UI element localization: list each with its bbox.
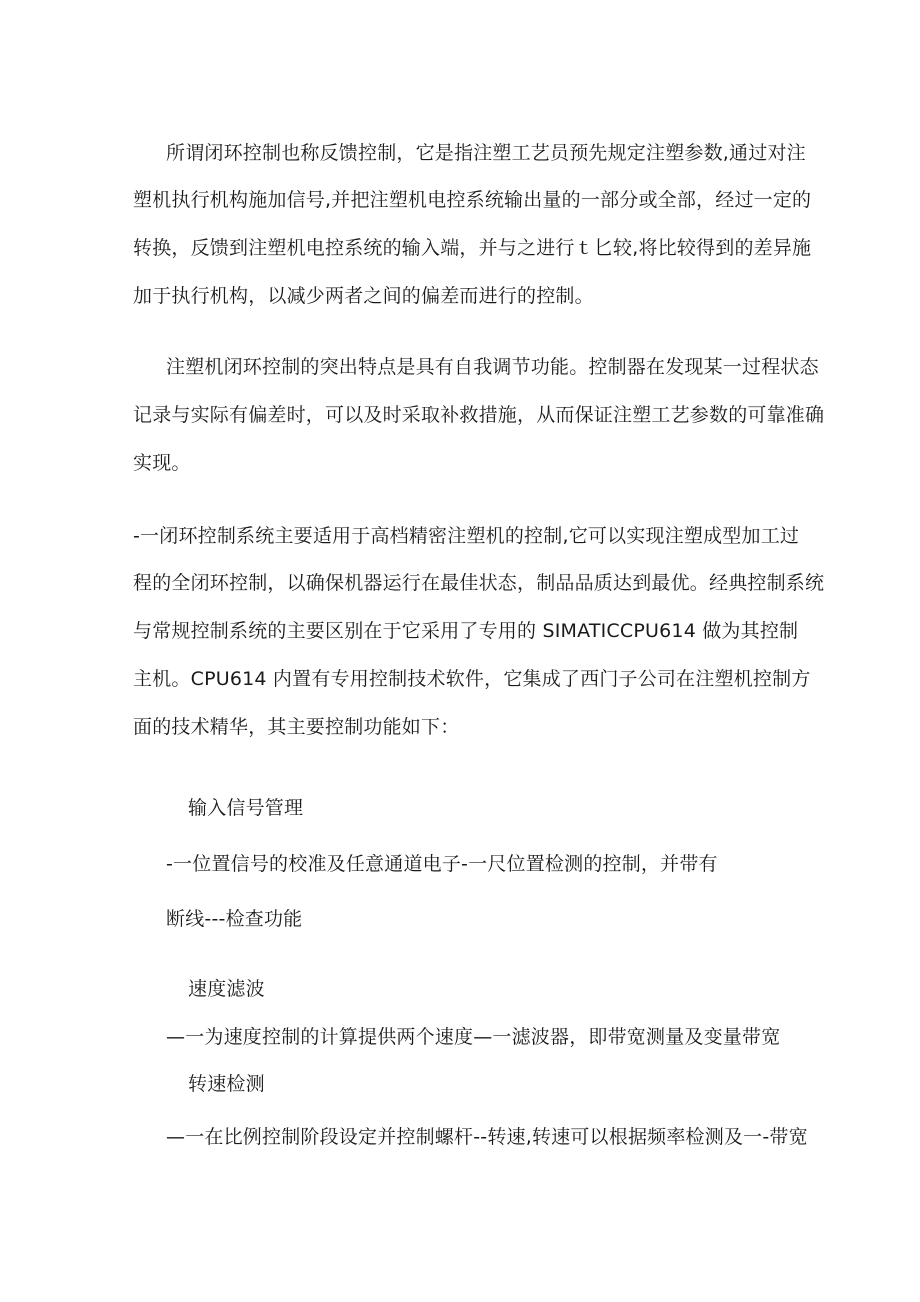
paragraph-2-line-2: 记录与实际有偏差时，可以及时采取补救措施，从而保证注塑工艺参数的可靠准确 — [133, 404, 825, 426]
paragraph-1-line-1: 所谓闭环控制也称反馈控制，它是指注塑工艺员预先规定注塑参数,通过对注 — [166, 142, 806, 164]
section-input-heading: 输入信号管理 — [188, 797, 304, 819]
paragraph-3-line-4: 主机。CPU614 内置有专用控制技术软件，它集成了西门子公司在注塑机控制方 — [133, 668, 811, 690]
paragraph-1-line-2: 塑机执行机构施加信号,并把注塑机电控系统输出量的一部分或全部，经过一定的 — [133, 189, 812, 211]
paragraph-2-line-1: 注塑机闭环控制的突出特点是具有自我调节功能。控制器在发现某一过程状态 — [166, 356, 819, 378]
section-rpm-heading: 转速检测 — [188, 1073, 265, 1095]
paragraph-3-line-2: 程的全闭环控制，以确保机器运行在最佳状态，制品品质达到最优。经典控制系统 — [133, 572, 825, 594]
paragraph-1-line-4: 加于执行机构，以减少两者之间的偏差而进行的控制。 — [133, 285, 594, 307]
paragraph-2-line-3: 实现。 — [133, 452, 191, 474]
section-input-line-2: 断线---检查功能 — [166, 908, 303, 930]
section-speed-filter-line-1: —一为速度控制的计算提供两个速度—一滤波器，即带宽测量及变量带宽 — [166, 1026, 781, 1048]
paragraph-1-line-3: 转换，反馈到注塑机电控系统的输入端，并与之进行ｔ匕较,将比较得到的差异施 — [133, 237, 812, 259]
paragraph-3-line-3: 与常规控制系统的主要区别在于它采用了专用的 SIMATICCPU614 做为其控制 — [133, 620, 799, 642]
paragraph-3-line-1: -一闭环控制系统主要适用于高档精密注塑机的控制,它可以实现注塑成型加工过 — [133, 525, 800, 547]
section-input-line-1: -一位置信号的校准及任意通道电子-一尺位置检测的控制，并带有 — [166, 853, 718, 875]
section-rpm-line-1: —一在比例控制阶段设定并控制螺杆--转速,转速可以根据频率检测及一-带宽 — [166, 1126, 808, 1148]
paragraph-3-line-5: 面的技术精华，其主要控制功能如下： — [133, 716, 460, 738]
section-speed-filter-heading: 速度滤波 — [188, 978, 265, 1000]
